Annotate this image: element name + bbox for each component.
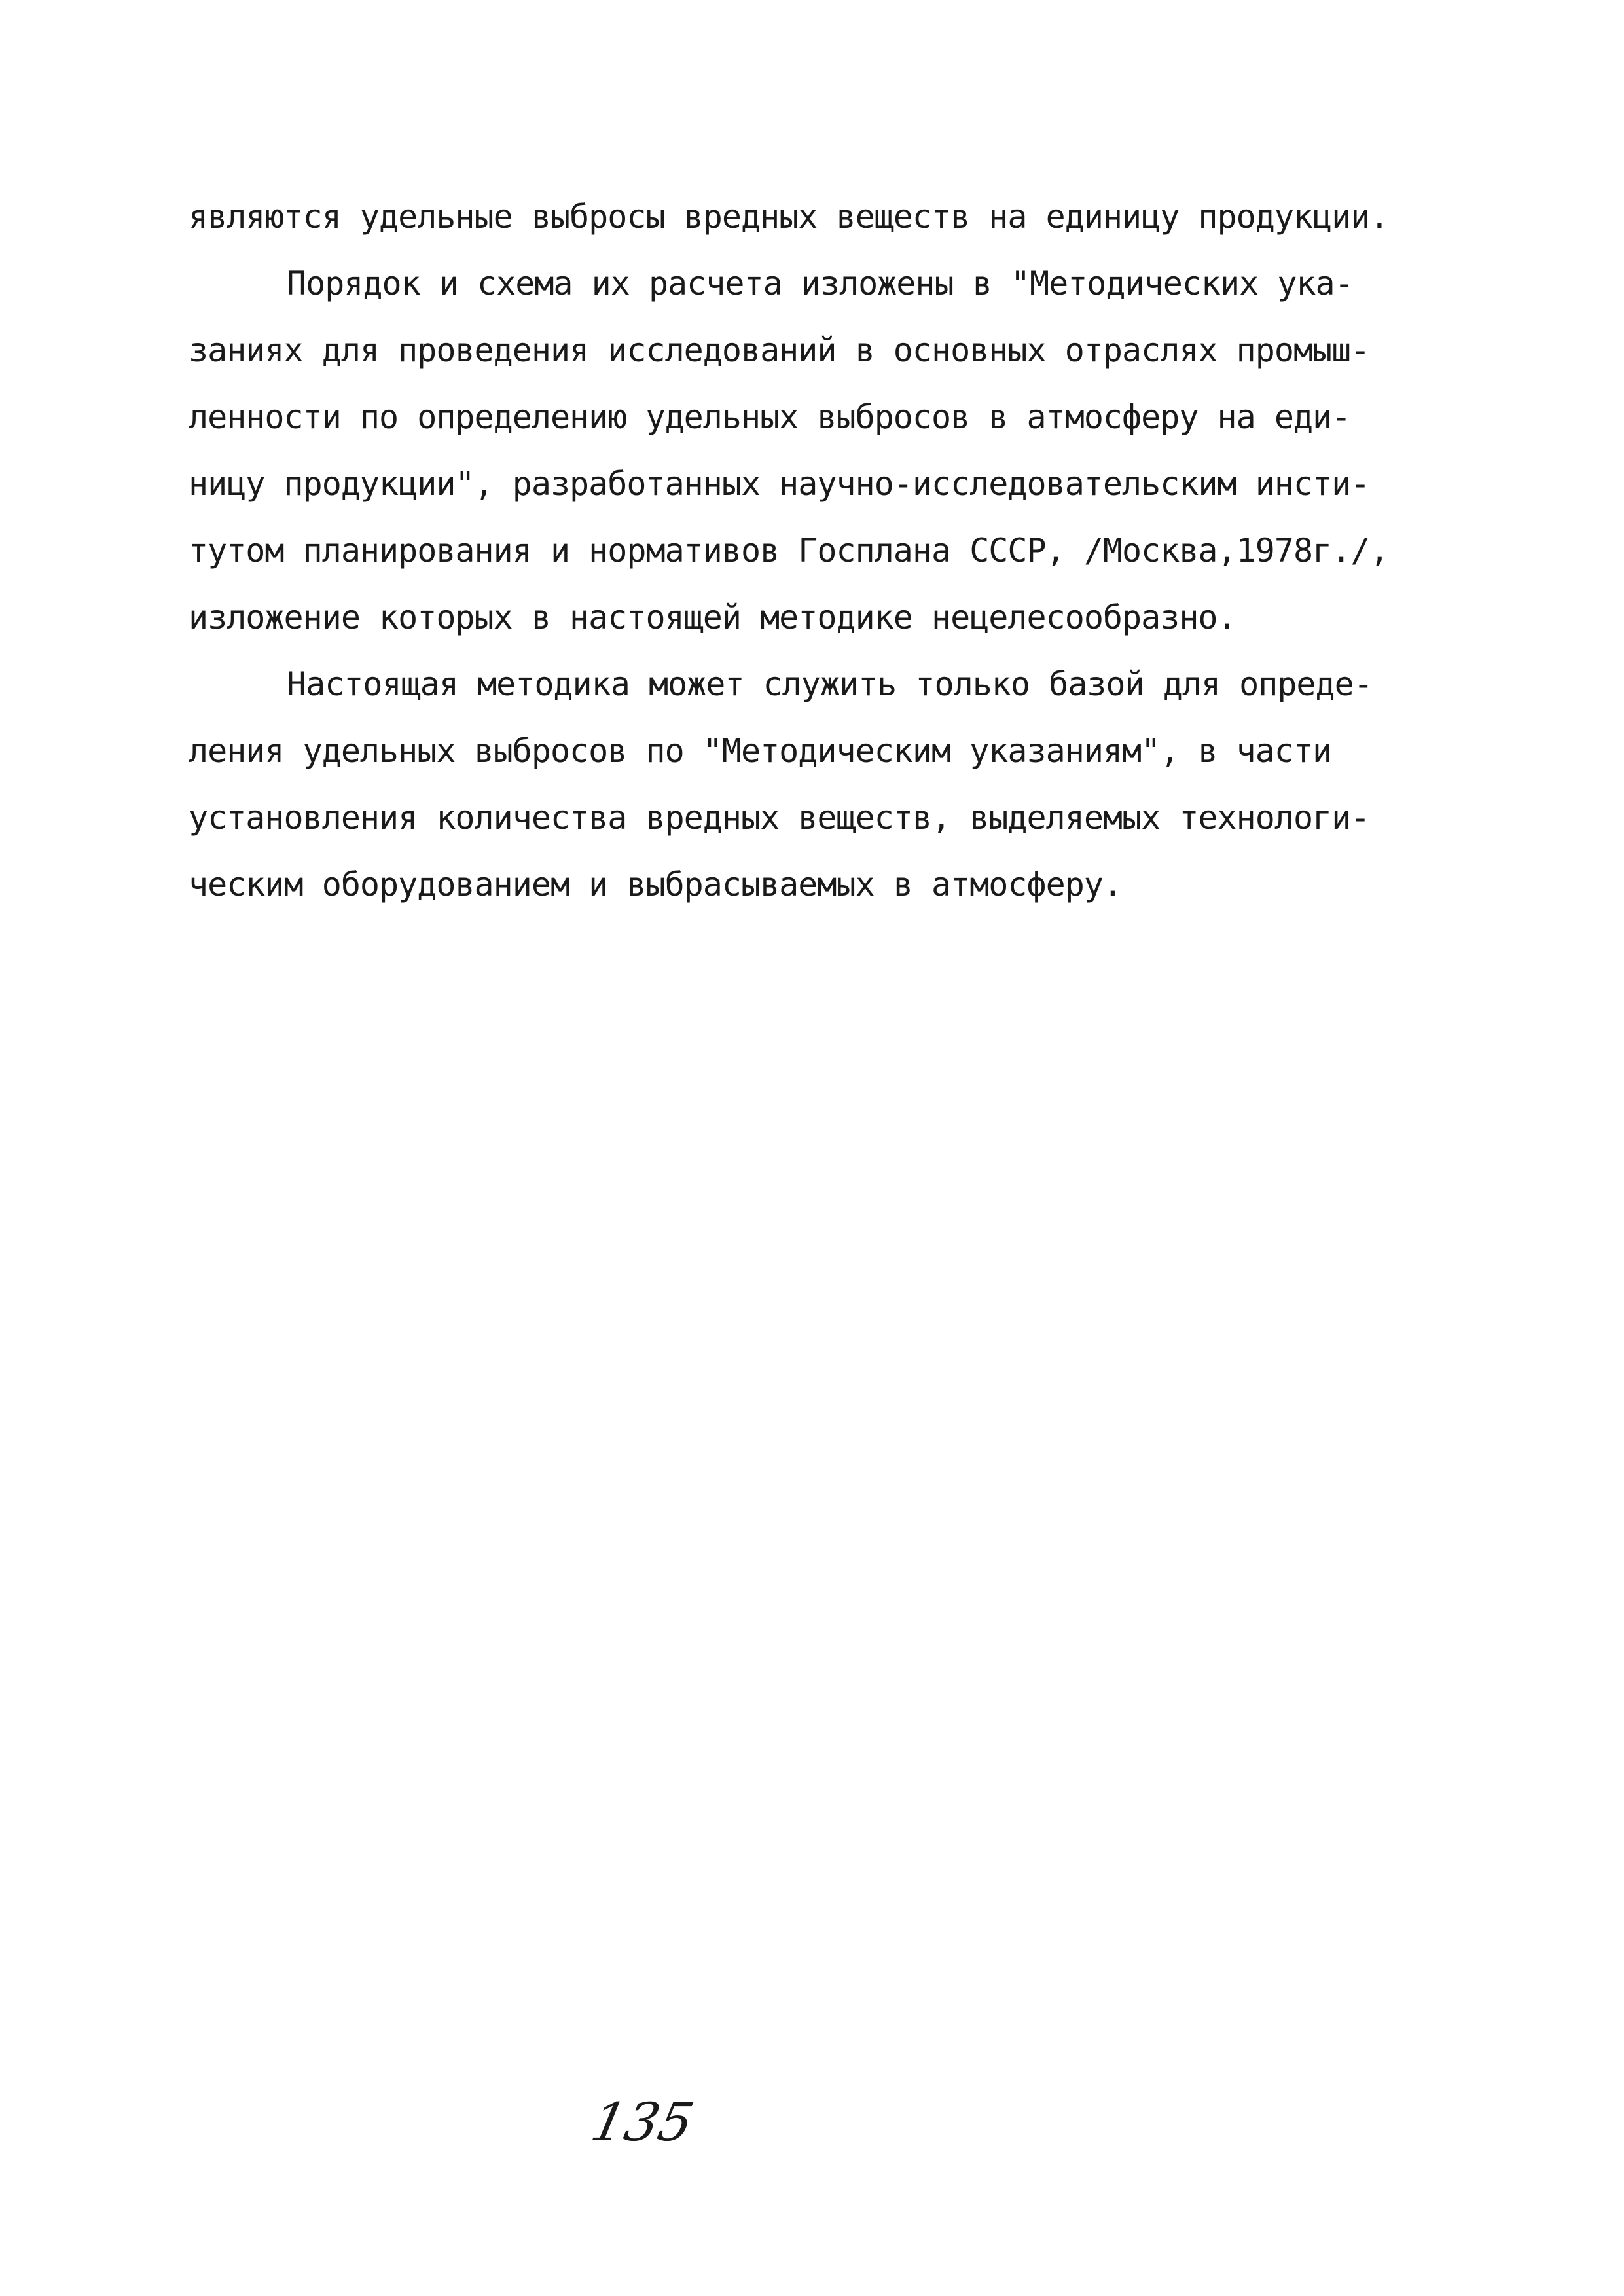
body-text bbox=[189, 183, 1530, 918]
text-line: являются удельные выбросы вредных веществ на единицу продукции. bbox=[189, 198, 1389, 236]
text-line: тутом планирования и нормативов Госплана СССР, /Москва,1978г./, bbox=[189, 532, 1389, 570]
text-line: ления удельных выбросов по "Методическим указаниям", в части bbox=[189, 732, 1332, 770]
paragraph-start-line: Настоящая методика может служить только базой для опреде- bbox=[287, 665, 1373, 703]
paragraph-start-line: Порядок и схема их расчета изложены в "Методических ука- bbox=[287, 264, 1354, 302]
text-line: изложение которых в настоящей методике нецелесообразно. bbox=[189, 598, 1236, 636]
page-number: 135 bbox=[586, 2092, 699, 2153]
text-line: заниях для проведения исследований в основных отраслях промыш- bbox=[189, 331, 1370, 369]
text-line: ческим оборудованием и выбрасываемых в атмосферу. bbox=[189, 866, 1123, 903]
text-line: ленности по определению удельных выбросов в атмосферу на еди- bbox=[189, 398, 1351, 436]
text-line: установления количества вредных веществ, выделяемых технологи- bbox=[189, 799, 1370, 837]
text-line: ницу продукции", разработанных научно-исследовательским инсти- bbox=[189, 465, 1370, 503]
